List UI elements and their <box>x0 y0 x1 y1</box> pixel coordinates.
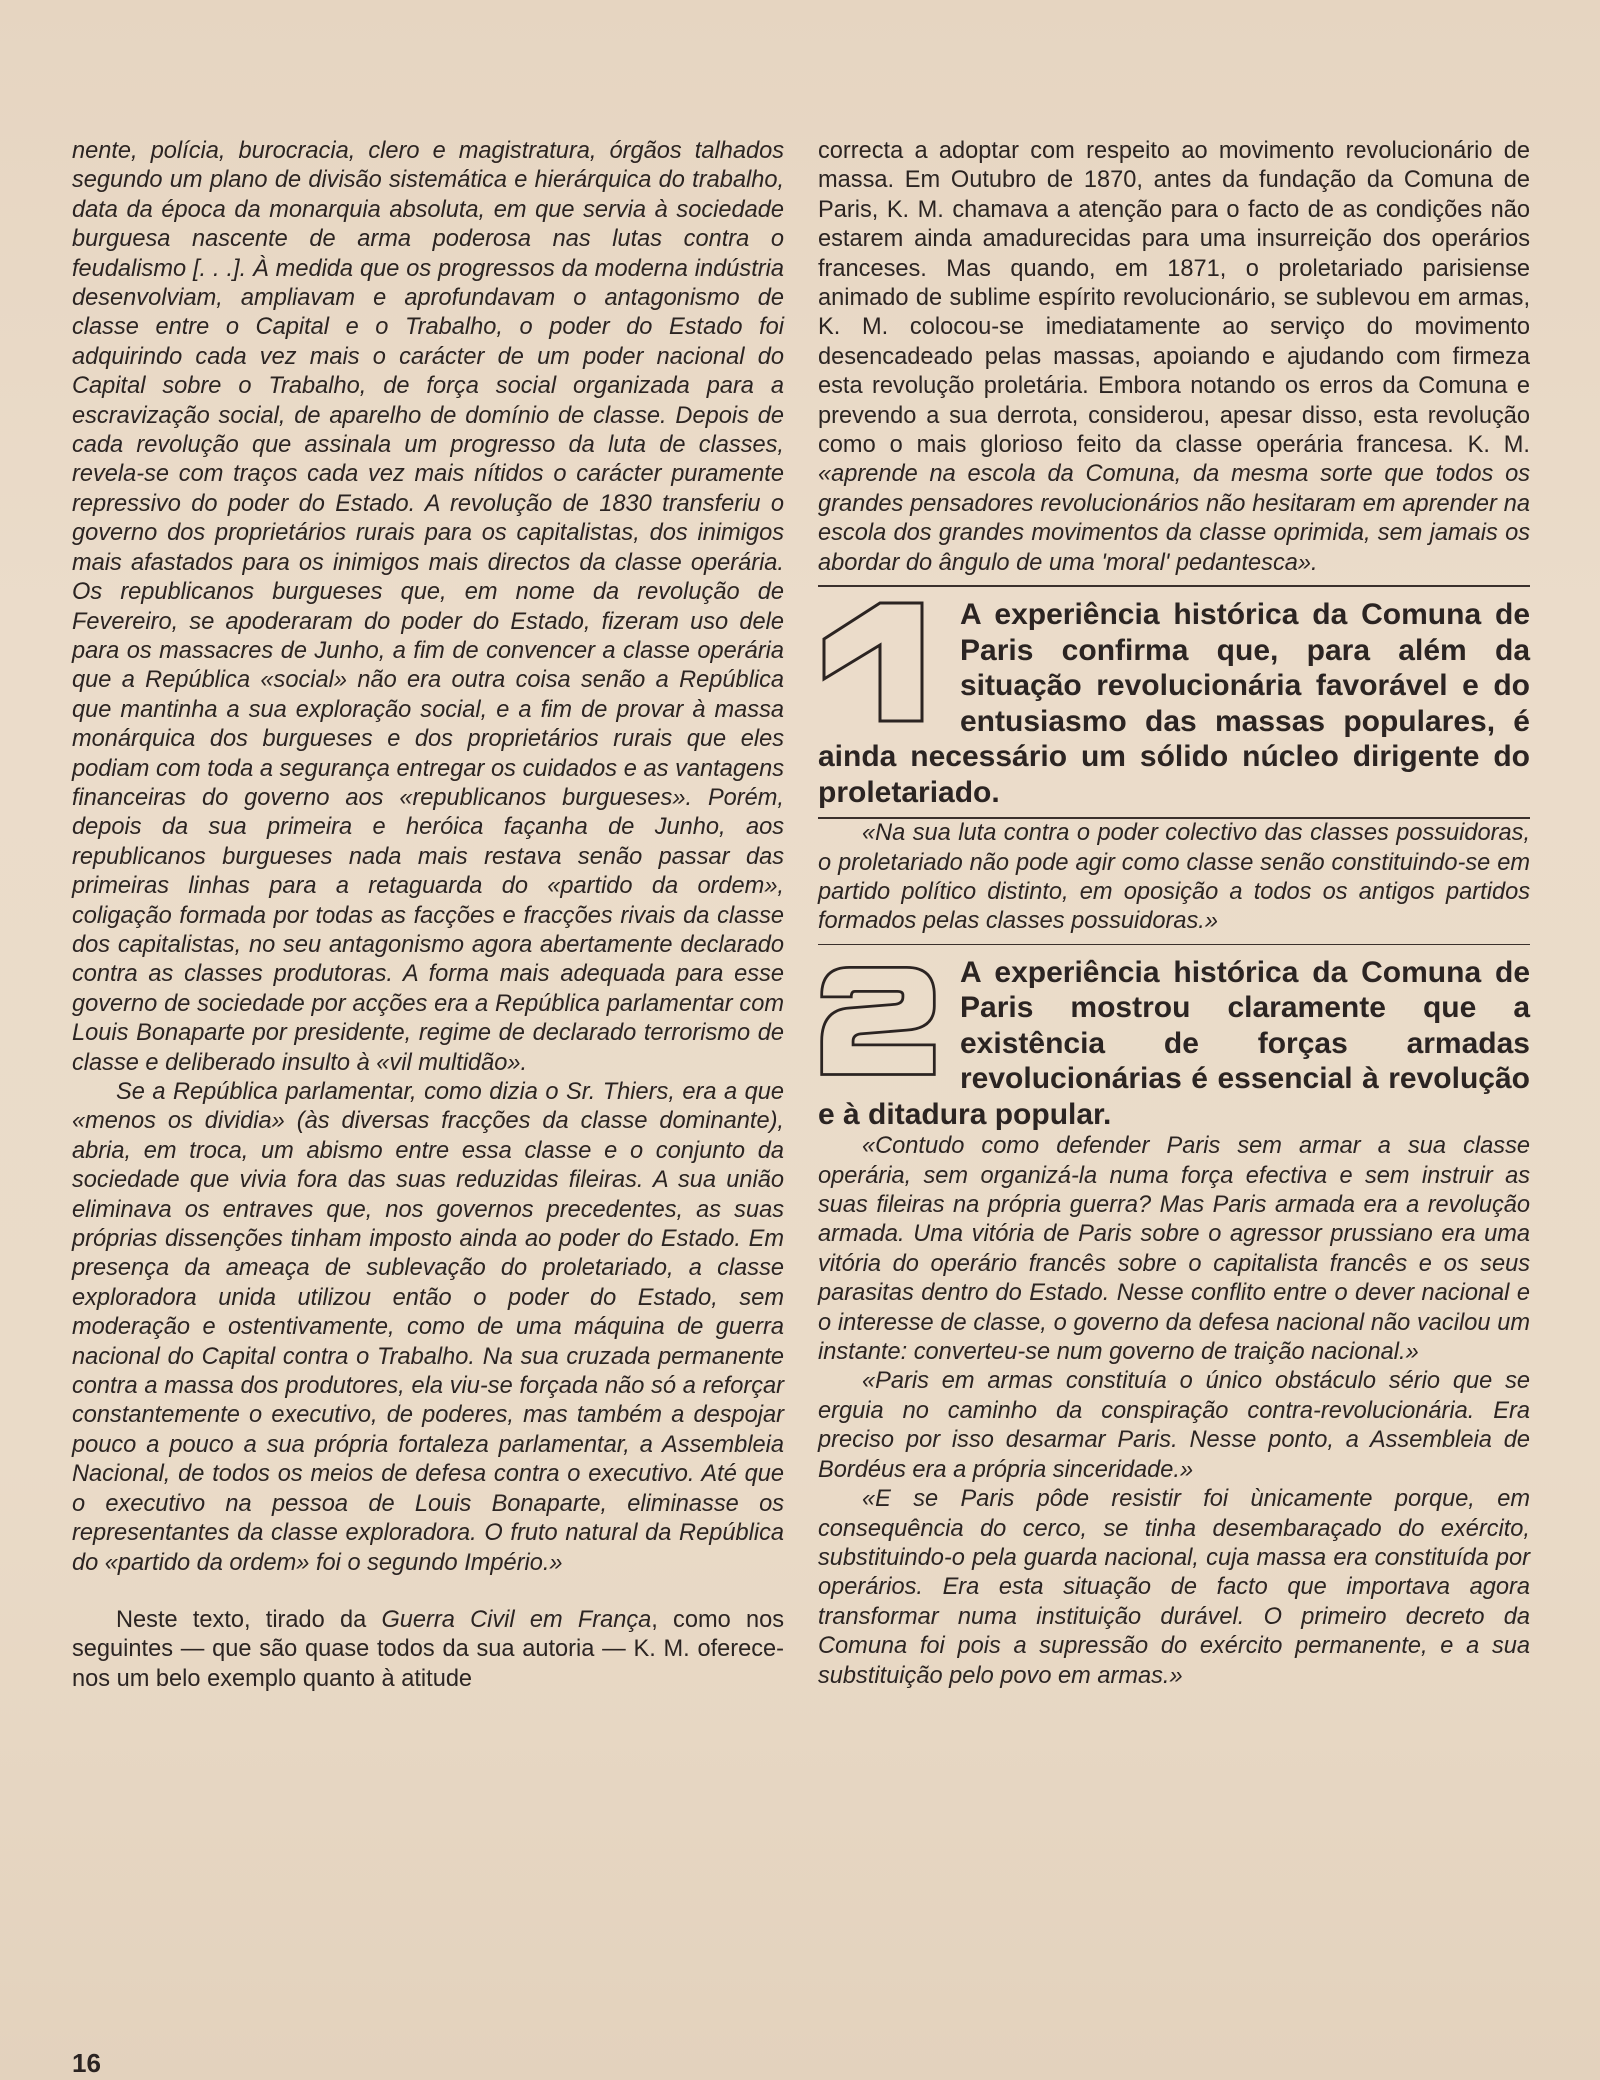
left-paragraph-2: Se a República parlamentar, como dizia o Sr. Thiers, era a que «menos os dividia» (às diversas fracções da classe dominante), abria, em troca, um abismo entre essa classe e o conjunto da sociedade que vivia fora das suas reduzidas fileiras. A sua união eliminava os entraves que, nos governos precedentes, as suas próprias dissenções tinham imposto ainda ao poder do Estado. Em presença da ameaça de sublevação do proletariado, a classe exploradora unida utilizou então o poder do Estado, sem moderação e ostentivamente, como de uma máquina de guerra nacional do Capital contra o Trabalho. Na sua cruzada permanente contra a massa dos produtores, ela viu-se forçada não só a reforçar constantemente o executivo, de poderes, mas também a despojar pouco a pouco a sua própria fortaleza parlamentar, a Assembleia Nacional, de todos os meios de defesa contra o executivo. Até que o executivo na pessoa de Louis Bonaparte, eliminasse os representantes da classe exploradora. O fruto natural da República do «partido da ordem» foi o segundo Império.» <box>72 1079 784 1576</box>
right-paragraph-1-quote: «aprende na escola da Comuna, da mesma sorte que todos os grandes pensadores revolucionários não hesitaram em aprender na escola dos grandes movimentos da classe oprimida, sem jamais os abordar do ângulo de uma 'moral' pedantesca». <box>818 461 1530 576</box>
right-paragraph-1 <box>818 137 1530 578</box>
page-number: 16 <box>72 2048 101 2078</box>
left-paragraph-1: nente, polícia, burocracia, clero e magistratura, órgãos talhados segundo um plano de divisão sistemática e hierárquica do trabalho, data da época da monarquia absoluta, em que servia à sociedade burguesa nascente de arma poderosa nas lutas contra o feudalismo [. . .]. À medida que os progressos da moderna indústria desenvolviam, ampliavam e aprofundavam o antagonismo de classe entre o Capital e o Trabalho, o poder do Estado foi adquirindo cada vez mais o carácter de um poder nacional do Capital sobre o Trabalho, de força social organizada para a escravização social, de aparelho de domínio de classe. Depois de cada revolução que assinala um progresso da luta de classes, revela-se com traços cada vez mais nítidos o carácter puramente repressivo do poder do Estado. A revolução de 1830 transferiu o governo dos proprietários rurais para os capitalistas, dos inimigos mais afastados para os inimigos mais directos da classe operária. Os republicanos burgueses que, em nome da revolução de Fevereiro, se apoderaram do poder do Estado, fizeram uso dele para os massacres de Junho, a fim de convencer a classe operária que a República «social» não era outra coisa senão a República que mantinha a sua exploração social, e a fim de provar à massa monárquica dos burgueses e dos proprietários rurais que eles podiam com toda a segurança entregar os cuidados e as vantagens financeiras do governo aos «republicanos burgueses». Porém, depois da sua primeira e heróica façanha de Junho, aos republicanos burgueses nada mais restava senão passar das primeiras linhas para a retaguarda do «partido da ordem», coligação formada por todas as facções e fracções rivais da classe dos capitalistas, no seu antagonismo agora abertamente declarado contra as classes produtoras. A forma mais adequada para esse governo de sociedade por acções era a República parlamentar com Louis Bonaparte por presidente, regime de declarado terrorismo de classe e deliberado insulto à «vil multidão». <box>72 138 784 1076</box>
right-column <box>818 137 1530 1691</box>
left-paragraph-3 <box>72 1606 784 1694</box>
quote-4: «E se Paris pôde resistir foi ùnicamente porque, em consequência do cerco, se tinha desembaraçado do exército, substituindo-o pela guarda nacional, cuja massa era constituída por operários. Era esta situação de facto que importava agora transformar numa instituição durável. O primeiro decreto da Comuna foi pois a supressão do exército permanente, e a sua substituição pelo povo em armas.» <box>818 1486 1530 1689</box>
paragraph-3-rest: , como nos seguintes — que são quase todos da sua autoria — K. M. oferece-nos um belo exemplo quanto à atitude <box>72 1606 784 1692</box>
divider-rule <box>818 944 1530 945</box>
thesis-1-text: A experiência histórica da Comuna de Paris confirma que, para além da situação revolucionária favorável e do entusiasmo das massas populares, é ainda necessário um sólido núcleo dirigente do proletariado. <box>818 598 1530 809</box>
book-title: Guerra Civil em França <box>381 1606 652 1633</box>
divider-rule <box>818 585 1530 587</box>
paragraph-3-intro: Neste texto, tirado da <box>116 1606 382 1633</box>
thesis-2-text: A experiência histórica da Comuna de Paris mostrou claramente que a existência de forças armadas revolucionárias é essencial à revolução e à ditadura popular. <box>818 955 1530 1131</box>
quote-3: «Paris em armas constituía o único obstáculo sério que se erguia no caminho da conspiração contra-revolucionária. Era preciso por isso desarmar Paris. Nesse ponto, a Assembleia de Bordéus era a própria sinceridade.» <box>818 1368 1530 1483</box>
numeral-one-graphic <box>818 599 938 725</box>
quote-2: «Contudo como defender Paris sem armar a sua classe operária, sem organizá-la numa força efectiva e sem instruir as suas fileiras na própria guerra? Mas Paris armada era a revolução armada. Uma vitória de Paris sobre o agressor prussiano era uma vitória do operário francês sobre o capitalista francês e os seus parasitas dentro do Estado. Nesse conflito entre o dever nacional e o interesse de classe, o governo da defesa nacional não vacilou um instante: converteu-se num governo de traição nacional.» <box>818 1133 1530 1366</box>
thesis-1 <box>818 597 1530 810</box>
numeral-two-graphic <box>818 957 938 1083</box>
right-paragraph-1-text: correcta a adoptar com respeito ao movimento revolucionário de massa. Em Outubro de 1870, antes da fundação da Comuna de Paris, K. M. chamava a atenção para o facto de as condições não estarem ainda amadurecidas para uma insurreição dos operários franceses. Mas quando, em 1871, o proletariado parisiense animado de sublime espírito revolucionário, se sublevou em armas, K. M. colocou-se imediatamente ao serviço do movimento desencadeado pelas massas, apoiando e ajudando com firmeza esta revolução proletária. Embora notando os erros da Comuna e prevendo a sua derrota, considerou, apesar disso, esta revolução como o mais glorioso feito da classe operária francesa. K. M. <box>818 138 1530 459</box>
thesis-2 <box>818 955 1530 1133</box>
quote-1: «Na sua luta contra o poder colectivo das classes possuidoras, o proletariado não pode agir como classe senão constituindo-se em partido político distinto, em oposição a todos os antigos partidos formados pelas classes possuidoras.» <box>818 820 1530 935</box>
left-column <box>72 137 784 1694</box>
